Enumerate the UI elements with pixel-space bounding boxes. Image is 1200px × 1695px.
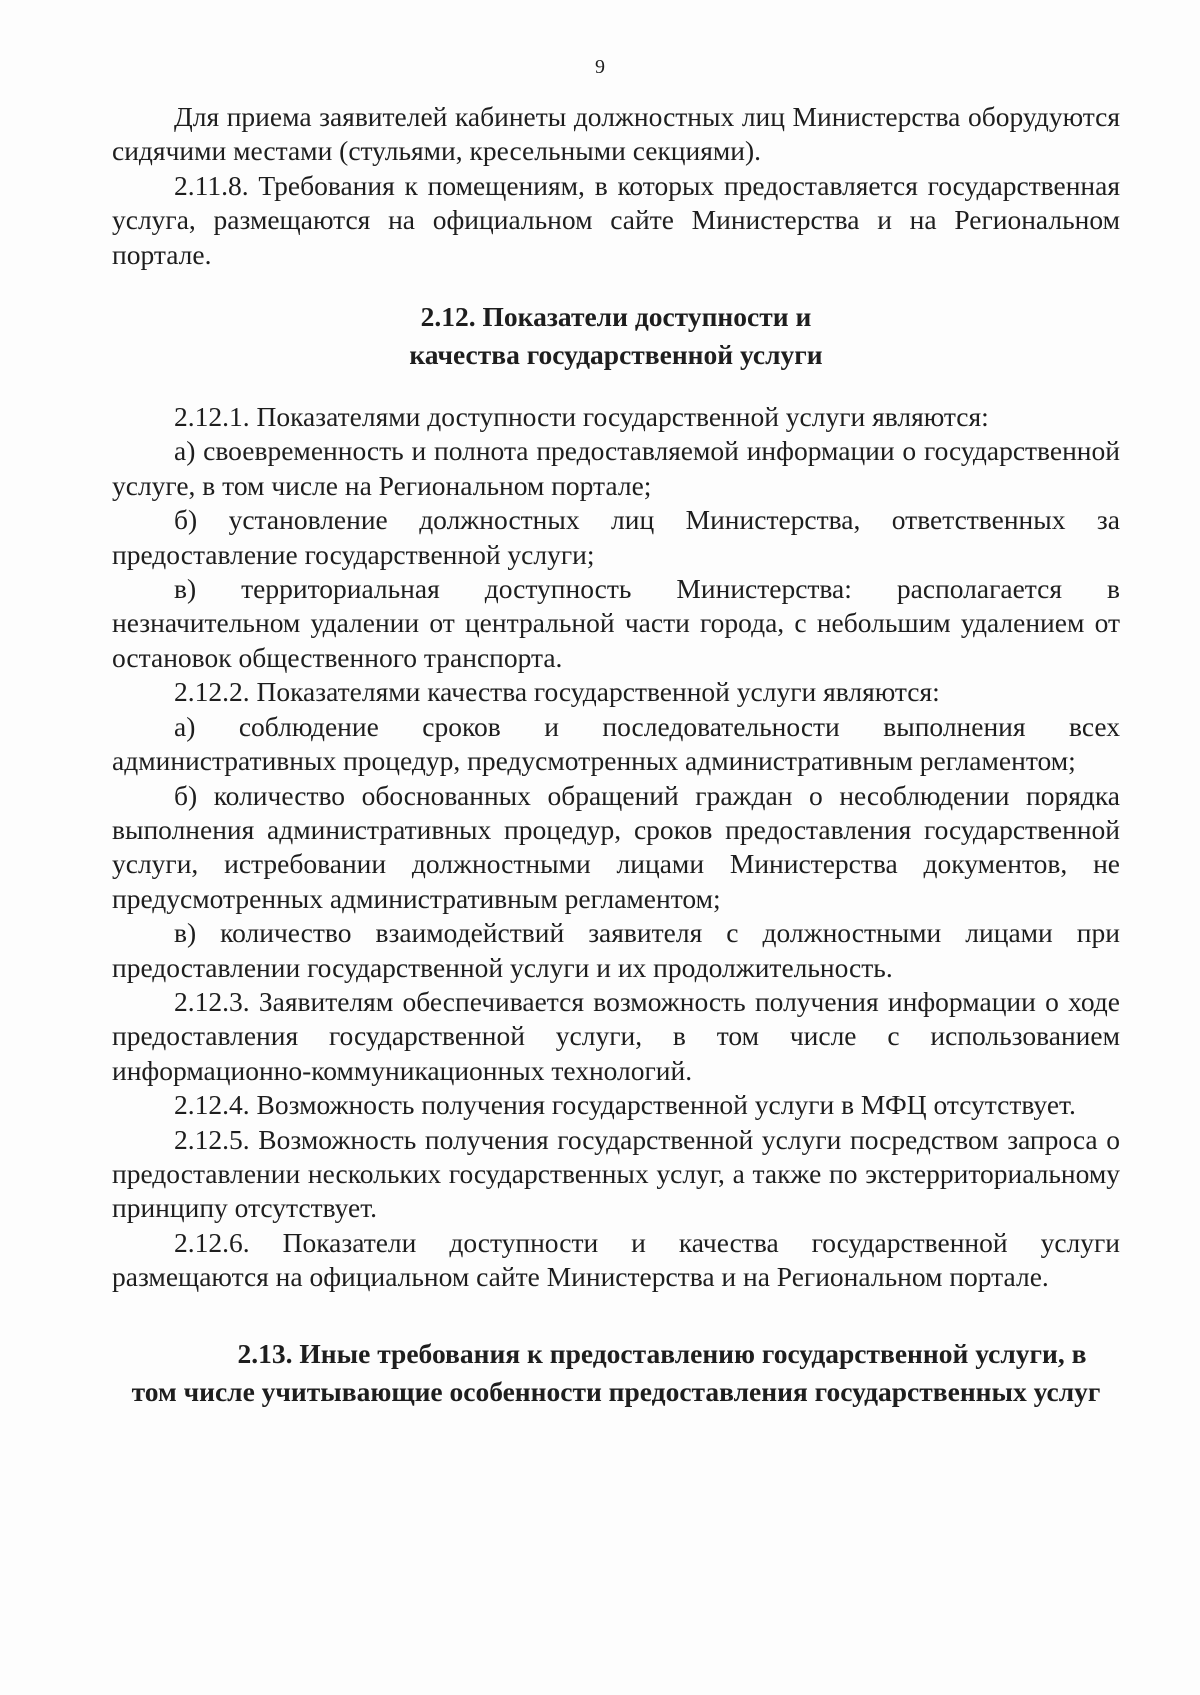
heading-line: качества государственной услуги [409,339,823,371]
paragraph: б) установление должностных лиц Министерства, ответственных за предоставление государственной услуги; [112,504,1120,570]
paragraph: 2.12.2. Показателями качества государственной услуги являются: [174,676,940,708]
paragraph: в) территориальная доступность Министерства: располагается в незначительном удалении от центральной части города, с небольшим удалением от остановок общественного транспорта. [112,573,1120,673]
paragraph: 2.12.3. Заявителям обеспечивается возможность получения информации о ходе предоставления государственной услуги, в том числе с использованием информационно-коммуникационных технологий. [112,985,1120,1086]
paragraph: а) соблюдение сроков и последовательности выполнения всех административных процедур, предусмотренных административным регламентом; [112,710,1120,777]
paragraph: 2.12.6. Показатели доступности и качества государственной услуги размещаются на официальном сайте Министерства и на Региональном портале. [112,1226,1120,1293]
paragraph: 2.12.5. Возможность получения государственной услуги посредством запроса о предоставлении нескольких государственных услуг, а также по экстерриториальному принципу отсутствует. [112,1123,1120,1224]
heading-line: 2.12. Показатели доступности и [420,301,812,333]
section-heading-2-12 [112,298,1120,374]
paragraph: Для приема заявителей кабинеты должностных лиц Министерства оборудуются сидячими местами (стульями, кресельными секциями). [112,101,1120,167]
paragraph: 2.12.1. Показателями доступности государственной услуги являются: [174,401,989,433]
document-body [112,100,1120,1411]
page-number: 9 [595,56,605,78]
paragraph: а) своевременность и полнота предоставляемой информации о государственной услуге, в том числе на Региональном портале; [112,435,1120,501]
paragraph: в) количество взаимодействий заявителя с должностными лицами при предоставлении государственной услуги и их продолжительность. [112,917,1120,983]
heading-line: 2.13. Иные требования к предоставлению государственной услуги, в [237,1337,1087,1369]
section-heading-2-13 [112,1335,1120,1411]
paragraph: 2.12.4. Возможность получения государственной услуги в МФЦ отсутствует. [174,1089,1076,1121]
heading-line: том числе учитывающие особенности предоставления государственных услуг [131,1375,1101,1407]
paragraph: б) количество обоснованных обращений граждан о несоблюдении порядка выполнения административных процедур, сроков предоставления государственной услуги, истребовании должностными лицами Министерства документов, не предусмотренных административным регламентом; [112,779,1120,914]
paragraph: 2.11.8. Требования к помещениям, в которых предоставляется государственная услуга, размещаются на официальном сайте Министерства и на Региональном портале. [112,169,1120,270]
